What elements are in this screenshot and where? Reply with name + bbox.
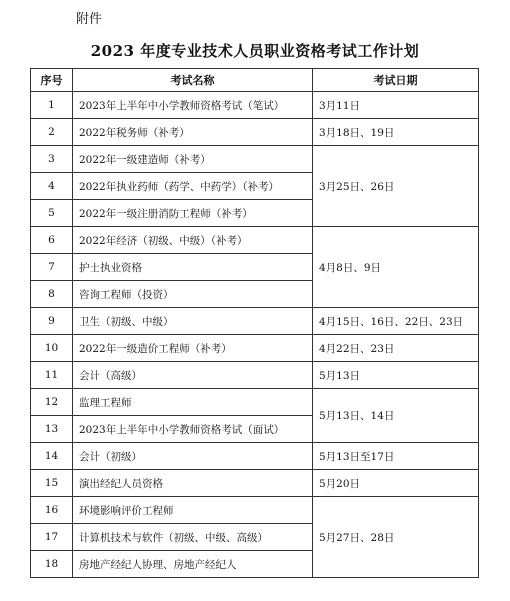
exam-name: 会计（初级） [73,443,313,470]
exam-date: 3月25日、26日 [313,146,479,227]
row-number: 13 [31,416,73,443]
header-exam-date: 考试日期 [313,69,479,92]
exam-name: 2022年一级建造师（补考） [73,146,313,173]
row-number: 3 [31,146,73,173]
table-row [31,389,479,416]
row-number: 10 [31,335,73,362]
table-row [31,497,479,524]
exam-name: 2022年经济（初级、中级）（补考） [73,227,313,254]
header-exam-name: 考试名称 [73,69,313,92]
exam-date: 3月11日 [313,92,479,119]
exam-name: 2022年税务师（补考） [73,119,313,146]
exam-name: 房地产经纪人协理、房地产经纪人 [73,551,313,578]
row-number: 14 [31,443,73,470]
exam-date: 5月13日 [313,362,479,389]
exam-name: 护士执业资格 [73,254,313,281]
exam-date: 4月22日、23日 [313,335,479,362]
table-row [31,362,479,389]
row-number: 2 [31,119,73,146]
table-body [31,92,479,578]
exam-date: 5月13日、14日 [313,389,479,443]
exam-date: 4月15日、16日、22日、23日 [313,308,479,335]
exam-name: 计算机技术与软件（初级、中级、高级） [73,524,313,551]
row-number: 11 [31,362,73,389]
exam-name: 2022年一级注册消防工程师（补考） [73,200,313,227]
row-number: 4 [31,173,73,200]
attachment-label: 附件 [76,12,103,27]
table-row [31,335,479,362]
document-title: 2023 年度专业技术人员职业资格考试工作计划 [90,42,420,60]
exam-name: 会计（高级） [73,362,313,389]
exam-name: 2023年上半年中小学教师资格考试（面试） [73,416,313,443]
exam-date: 5月27日、28日 [313,497,479,578]
table-row [31,119,479,146]
exam-date: 5月20日 [313,470,479,497]
row-number: 7 [31,254,73,281]
row-number: 16 [31,497,73,524]
exam-name: 演出经纪人员资格 [73,470,313,497]
row-number: 15 [31,470,73,497]
row-number: 8 [31,281,73,308]
row-number: 1 [31,92,73,119]
row-number: 6 [31,227,73,254]
table-row [31,92,479,119]
row-number: 17 [31,524,73,551]
table-row [31,227,479,254]
exam-name: 2022年一级造价工程师（补考） [73,335,313,362]
exam-name: 环境影响评价工程师 [73,497,313,524]
exam-date: 3月18日、19日 [313,119,479,146]
table-row [31,470,479,497]
row-number: 9 [31,308,73,335]
exam-name: 2023年上半年中小学教师资格考试（笔试） [73,92,313,119]
exam-name: 2022年执业药师（药学、中药学）（补考） [73,173,313,200]
table-row [31,443,479,470]
table-row [31,146,479,173]
exam-name: 卫生（初级、中级） [73,308,313,335]
exam-name: 咨询工程师（投资） [73,281,313,308]
row-number: 5 [31,200,73,227]
exam-name: 监理工程师 [73,389,313,416]
row-number: 12 [31,389,73,416]
table-header-row [31,69,479,92]
row-number: 18 [31,551,73,578]
exam-date: 5月13日至17日 [313,443,479,470]
header-number: 序号 [31,69,73,92]
exam-schedule-table [30,68,479,578]
exam-date: 4月8日、9日 [313,227,479,308]
table-row [31,308,479,335]
